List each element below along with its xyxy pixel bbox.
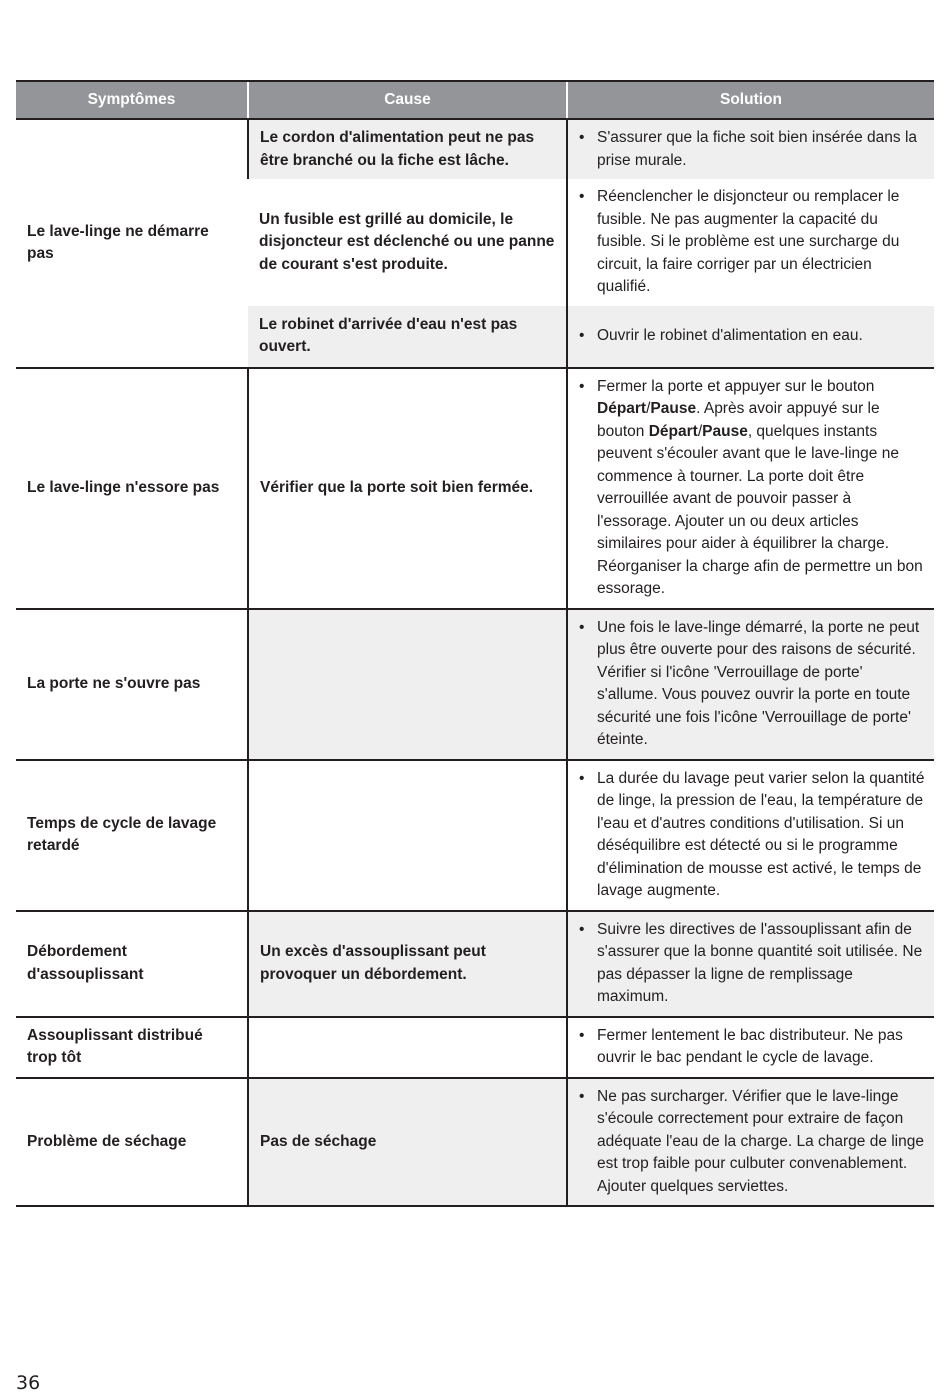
table-row [16, 368, 934, 609]
bullet-icon: • [579, 326, 585, 344]
solution-text: Réenclencher le disjoncteur ou remplacer le fusible. Ne pas augmenter la capacité du fusible. Si le problème est une surcharge du circuit, la faire corriger par un électricien qualifié. [597, 188, 900, 295]
header-symptoms: Symptômes [16, 81, 248, 119]
bullet-icon: • [579, 188, 585, 205]
troubleshooting-table [16, 80, 934, 1207]
table-row [16, 609, 934, 760]
bullet-icon: • [579, 129, 585, 146]
solution-text: Fermer lentement le bac distributeur. Ne pas ouvrir le bac pendant le cycle de lavage. [597, 1026, 903, 1066]
solution-text: Une fois le lave-linge démarré, la porte ne peut plus être ouverte pour des raisons de sécurité. Vérifier si l'icône 'Verrouillage de porte' s'allume. Vous pouvez ouvrir la porte en toute sécurité une fois l'icône 'Verrouillage de porte' éteinte. [597, 618, 920, 748]
cause-cell: Pas de séchage [248, 1078, 567, 1207]
cause-cell: Vérifier que la porte soit bien fermée. [248, 368, 567, 609]
symptom-cell: Débordement d'assouplissant [16, 911, 248, 1017]
solution-text-part: / [646, 400, 651, 417]
depart-label: Départ [648, 422, 698, 440]
depart-label: Départ [597, 400, 647, 417]
cause-cell: Le cordon d'alimentation peut ne pas être branché ou la fiche est lâche. [248, 119, 567, 179]
solution-text-part: , quelques instants peuvent s'écouler avant que le lave-linge ne commence à tourner. La porte doit être verrouillée avant de pouvoir passer à l'essorage. Ajouter un ou deux articles similaires pour aider à équilibrer la charge. Réorganiser la charge afin de permettre un bon essorage. [597, 422, 923, 597]
solution-text: S'assurer que la fiche soit bien insérée dans la prise murale. [597, 129, 918, 169]
pause-label: Pause [650, 400, 697, 417]
solution-text: La durée du lavage peut varier selon la quantité de linge, la pression de l'eau, la température de l'eau et d'autres conditions d'utilisation. Si un déséquilibre est détecté ou si le programme d'élimination de mousse est activé, le temps de lavage augmente. [597, 769, 925, 899]
solution-cell [567, 368, 934, 609]
solution-cell [567, 911, 934, 1017]
symptom-cell: Assouplissant distribué trop tôt [16, 1017, 248, 1078]
bullet-icon: • [579, 1087, 585, 1105]
solution-text: Suivre les directives de l'assouplissant afin de s'assurer que la bonne quantité soit utilisée. Ne pas dépasser la ligne de remplissage maximum. [597, 920, 923, 1005]
symptom-cell: Le lave-linge ne démarre pas [16, 119, 248, 368]
table-row [16, 1078, 934, 1207]
header-solution: Solution [567, 81, 934, 119]
page-number: 36 [16, 1372, 41, 1394]
cause-cell: Un fusible est grillé au domicile, le disjoncteur est déclenché ou une panne de courant s'est produite. [248, 179, 567, 306]
bullet-icon: • [579, 920, 585, 938]
solution-text: Ouvrir le robinet d'alimentation en eau. [597, 326, 863, 344]
solution-cell [567, 1078, 934, 1207]
solution-cell [567, 179, 934, 306]
solution-cell [567, 306, 934, 368]
cause-cell [248, 1017, 567, 1078]
solution-text: Ne pas surcharger. Vérifier que le lave-linge s'écoule correctement pour extraire de façon adéquate l'eau de la charge. La charge de linge est trop faible pour culbuter convenablement. Ajouter quelques serviettes. [597, 1087, 924, 1195]
solution-text-part: / [697, 422, 703, 440]
solution-cell [567, 609, 934, 760]
symptom-cell: Le lave-linge n'essore pas [16, 368, 248, 609]
bullet-icon: • [579, 1026, 585, 1044]
table-row [16, 119, 934, 179]
solution-cell [567, 1017, 934, 1078]
symptom-cell: La porte ne s'ouvre pas [16, 609, 248, 760]
pause-label: Pause [702, 422, 748, 440]
symptom-cell: Problème de séchage [16, 1078, 248, 1207]
table-row [16, 1017, 934, 1078]
bullet-icon: • [579, 377, 585, 395]
solution-text-part: . Après avoir appuyé sur le bouton [597, 400, 880, 440]
header-cause: Cause [248, 81, 567, 119]
bullet-icon: • [579, 618, 585, 636]
solution-cell [567, 119, 934, 179]
solution-text-part: Fermer la porte et appuyer sur le bouton [597, 377, 875, 395]
cause-cell [248, 760, 567, 911]
table-row [16, 760, 934, 911]
solution-cell [567, 760, 934, 911]
cause-cell: Un excès d'assouplissant peut provoquer un débordement. [248, 911, 567, 1017]
cause-cell: Le robinet d'arrivée d'eau n'est pas ouvert. [248, 306, 567, 368]
table-row [16, 911, 934, 1017]
cause-cell [248, 609, 567, 760]
bullet-icon: • [579, 769, 585, 787]
symptom-cell: Temps de cycle de lavage retardé [16, 760, 248, 911]
table-header-row [16, 81, 934, 119]
